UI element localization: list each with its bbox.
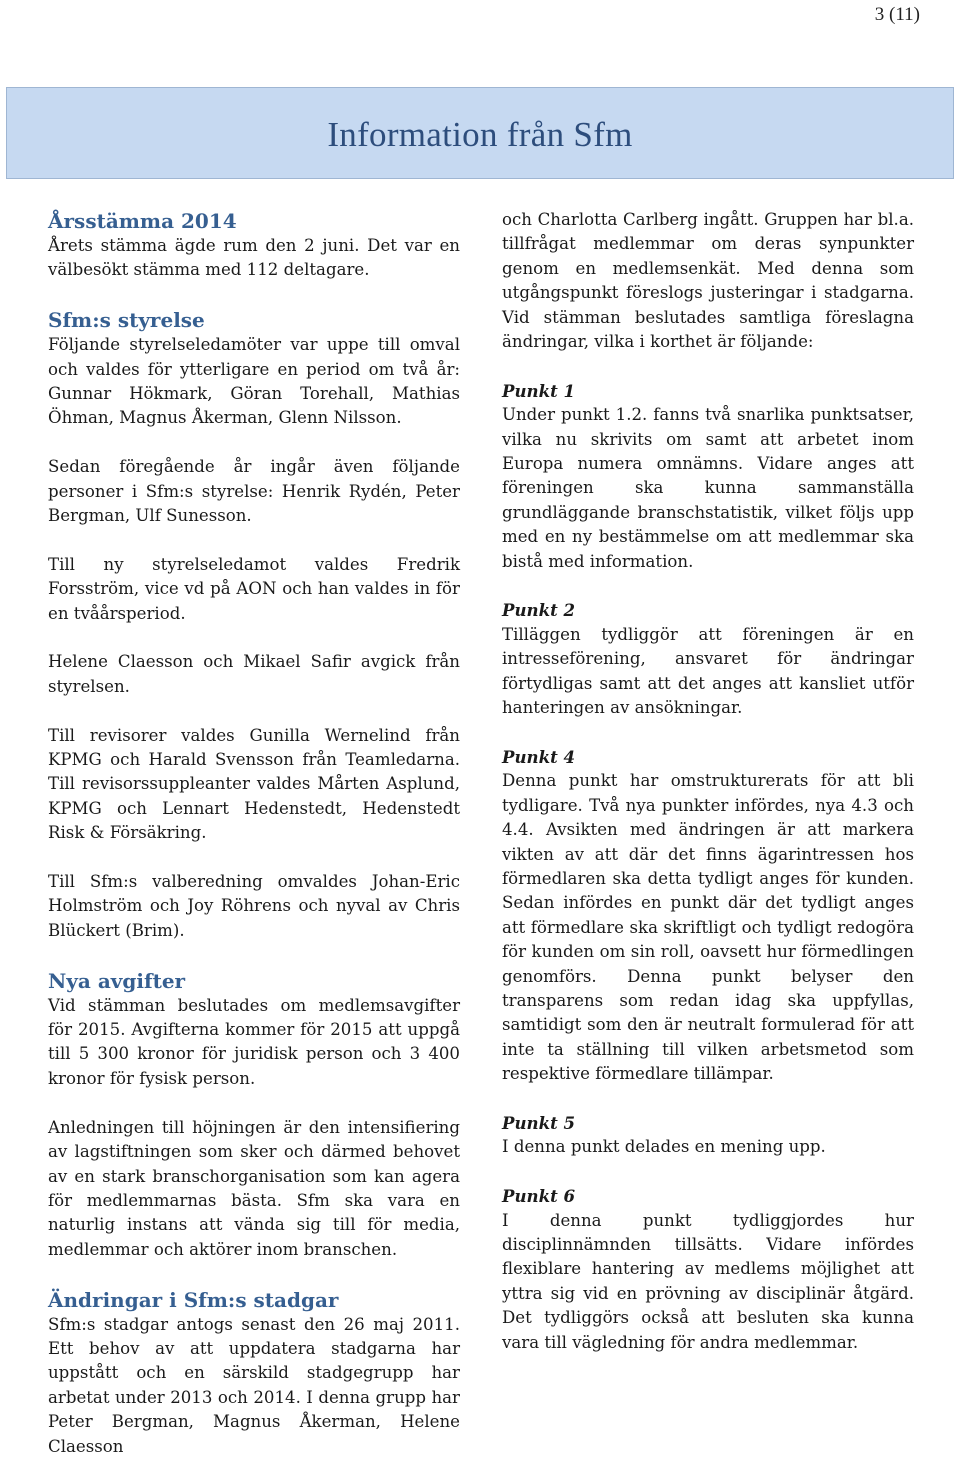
page-number: 3 (11) — [874, 4, 920, 25]
heading-punkt-6: Punkt 6 — [502, 1186, 576, 1207]
heading-arsstamma: Årsstämma 2014 — [48, 209, 237, 233]
heading-punkt-5: Punkt 5 — [502, 1112, 576, 1133]
title-banner — [6, 87, 954, 179]
paragraph: och Charlotta Carlberg ingått. Gruppen har bl.a. tillfrågat medlemmar om deras synpunkter genom en medlemsenkät. Med denna som utgångspunkt föreslogs justeringar i stadgarna. Vid stämman beslutades samtliga föreslagna ändringar, vilka i korthet är följande: — [502, 210, 914, 352]
paragraph: Tilläggen tydliggör att föreningen är en intresseförening, ansvaret för ändringar förtydligas samt att det anges att kansliet utför hanteringen av ansökningar. — [502, 624, 914, 718]
paragraph: Helene Claesson och Mikael Safir avgick från styrelsen. — [48, 652, 460, 696]
page-title: Information från Sfm — [327, 115, 633, 154]
paragraph: Till Sfm:s valberedning omvaldes Johan-Eric Holmström och Joy Röhrens och nyval av Chris Blückert (Brim). — [48, 872, 460, 940]
heading-punkt-2: Punkt 2 — [502, 600, 576, 621]
paragraph: Till ny styrelseledamot valdes Fredrik Forsström, vice vd på AON och han valdes in för en tvåårsperiod. — [48, 554, 460, 623]
paragraph: Sedan föregående år ingår även följande personer i Sfm:s styrelse: Henrik Rydén, Peter Bergman, Ulf Sunesson. — [48, 457, 460, 526]
paragraph: Sfm:s stadgar antogs senast den 26 maj 2011. Ett behov av att uppdatera stadgarna har uppstått och en särskild stadgegrupp har arbetat under 2013 och 2014. I denna grupp har Peter Bergman, Magnus Åkerman, Helene Claesson — [48, 1314, 460, 1456]
paragraph: Årets stämma ägde rum den 2 juni. Det var en välbesökt stämma med 112 deltagare. — [48, 236, 460, 280]
paragraph: Denna punkt har omstrukturerats för att bli tydligare. Två nya punkter infördes, nya 4.3 och 4.4. Avsikten med ändringen är att markera vikten av att där det finns ägarintressen hos förmedlaren ska detta tydligt anges för kunden. Sedan infördes en punkt där det tydligt anges att förmedlare ska skriftligt och tydligt redogöra för kunden om sin roll, oavsett hur förmedlingen genomförs. Denna punkt belyser den transparens som redan idag ska uppfyllas, samtidigt som den är neutralt formulerad för att inte ta ställning till vilken arbetsmetod som respektive förmedlare tillämpar. — [502, 771, 914, 1084]
right-column — [502, 208, 914, 1355]
paragraph: Följande styrelseledamöter var uppe till omval och valdes för ytterligare en period om två år: Gunnar Hökmark, Göran Torehall, Mathias Öhman, Magnus Åkerman, Glenn Nilsson. — [48, 335, 460, 428]
paragraph: I denna punkt tydliggjordes hur disciplinnämnden tillsätts. Vidare infördes flexiblare hantering av medlems möjlighet att yttra sig vid en prövning av disciplinär åtgärd. Det tydliggörs också att besluten ska kunna vara till vägledning för andra medlemmar. — [502, 1210, 914, 1352]
heading-styrelse: Sfm:s styrelse — [48, 308, 205, 333]
heading-avgifter: Nya avgifter — [48, 968, 186, 993]
paragraph: I denna punkt delades en mening upp. — [502, 1137, 826, 1157]
heading-punkt-4: Punkt 4 — [502, 746, 576, 767]
heading-stadgar: Ändringar i Sfm:s stadgar — [48, 1287, 339, 1312]
left-column — [48, 208, 460, 1459]
paragraph: Under punkt 1.2. fanns två snarlika punktsatser, vilka nu skrivits om samt att arbetet inom Europa numera omnämns. Vidare anges att föreningen ska kunna sammanställa grundläggande branschstatistik, vilket följs upp med en ny bestämmelse om att medlemmar ska bistå med information. — [502, 405, 914, 571]
paragraph: Anledningen till höjningen är den intensifiering av lagstiftningen som sker och därmed behovet av en stark branschorganisation som kan agera för medlemmarnas bästa. Sfm ska vara en naturlig instans att vända sig till för media, medlemmar och aktörer inom branschen. — [48, 1117, 460, 1259]
paragraph: Vid stämman beslutades om medlemsavgifter för 2015. Avgifterna kommer för 2015 att uppgå till 5 300 kronor för juridisk person och 3 400 kronor för fysisk person. — [48, 995, 460, 1088]
paragraph: Till revisorer valdes Gunilla Wernelind från KPMG och Harald Svensson från Teamledarna. Till revisorssuppleanter valdes Mårten Asplund, KPMG och Lennart Hedenstedt, Hedenstedt Risk & Försäkring. — [48, 725, 460, 843]
heading-punkt-1: Punkt 1 — [502, 380, 576, 401]
